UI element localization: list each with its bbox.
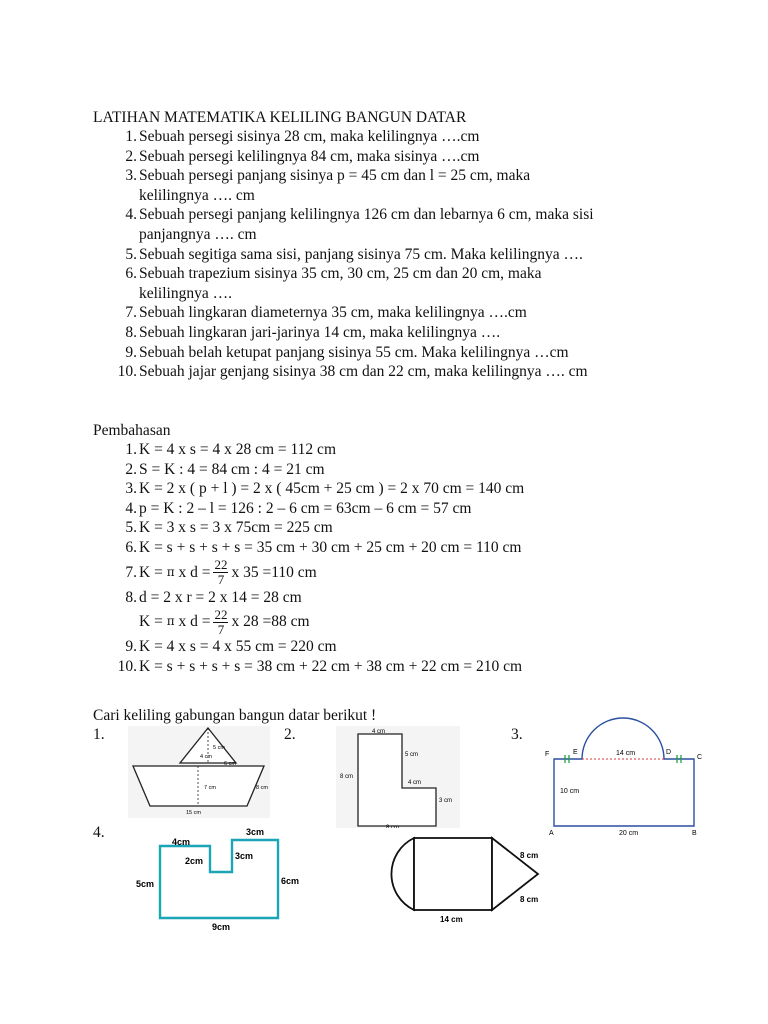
- fraction-denominator: 7: [217, 572, 225, 588]
- item-text: Sebuah lingkaran jari-jarinya 14 cm, maka kelilingnya ….: [139, 323, 501, 341]
- center-rectangle: [414, 838, 492, 910]
- vertex-label-a: A: [549, 830, 554, 837]
- list-item: [93, 323, 693, 343]
- item-text: Sebuah persegi kelilingnya 84 cm, maka sisinya ….cm: [139, 147, 480, 165]
- list-item: [93, 440, 693, 460]
- vertex-label-d: D: [666, 749, 672, 756]
- item-number: 7.: [125, 563, 137, 581]
- item-text: Sebuah jajar genjang sisinya 38 cm dan 22 cm, maka kelilingnya …. cm: [139, 363, 588, 381]
- item-number: 1.: [125, 128, 137, 145]
- list-item: [93, 460, 693, 480]
- list-item: [93, 245, 693, 265]
- item-number: 7.: [125, 304, 137, 322]
- pi-symbol: π: [166, 614, 175, 629]
- list-item: [93, 127, 693, 147]
- item-number: 2.: [125, 147, 137, 165]
- dim-label: 4 cm: [372, 729, 386, 735]
- list-item: [93, 499, 693, 519]
- item-number: 4.: [125, 499, 137, 517]
- item-number: 10.: [117, 363, 137, 381]
- dim-label: 5cm: [136, 879, 155, 889]
- list-item: [93, 637, 693, 657]
- vertex-label-b: B: [692, 830, 697, 837]
- item-number: 9.: [125, 343, 137, 361]
- dim-label: 15 cm: [186, 810, 201, 816]
- rect-semicircle-outline: [554, 718, 694, 826]
- dim-label: 6 cm: [224, 761, 236, 767]
- item-number: 3.: [125, 480, 137, 498]
- formula-text: x 35 =110 cm: [231, 563, 317, 581]
- fraction-numerator: 22: [214, 606, 228, 622]
- item-text: Sebuah segitiga sama sisi, panjang sisinya 75 cm. Maka kelilingnya ….: [139, 245, 583, 263]
- item-text: K = 3 x s = 3 x 75cm = 225 cm: [139, 519, 333, 537]
- list-item: [93, 558, 693, 588]
- item-number: 3.: [125, 167, 137, 185]
- item-number: 10.: [117, 657, 137, 675]
- list-item: [93, 588, 693, 608]
- fraction: [213, 608, 228, 637]
- item-text: Sebuah belah ketupat panjang sisinya 55 cm. Maka kelilingnya …cm: [139, 343, 569, 361]
- formula-text: x 28 =88 cm: [231, 613, 310, 631]
- figure-number-4: 4.: [93, 824, 105, 841]
- fraction: [213, 558, 228, 587]
- item-number: 6.: [125, 265, 137, 283]
- dim-label: 8 cm: [520, 895, 539, 904]
- list-item: [93, 205, 693, 244]
- item-text: Sebuah lingkaran diameternya 35 cm, maka kelilingnya ….cm: [139, 304, 527, 322]
- composite-outline: [160, 840, 278, 918]
- dim-label: 14 cm: [440, 915, 463, 924]
- vertex-label-c: C: [697, 754, 703, 761]
- item-text: K = s + s + s + s = 35 cm + 30 cm + 25 cm + 20 cm = 110 cm: [139, 538, 522, 556]
- formula-text: x d =: [178, 563, 211, 581]
- item-text: K = 4 x s = 4 x 28 cm = 112 cm: [139, 441, 336, 458]
- soal-list: [93, 127, 693, 382]
- fraction-numerator: 22: [214, 557, 228, 573]
- dim-label: 6cm: [281, 876, 300, 886]
- dim-label: 8 cm: [386, 825, 400, 828]
- dim-label: 8 cm: [340, 774, 354, 780]
- dim-label: 4 cm: [408, 780, 422, 786]
- figure-number-1: 1.: [93, 726, 105, 743]
- dim-label: 4 cm: [200, 754, 212, 760]
- dim-label: 8 cm: [520, 851, 539, 860]
- figure-rect-semicircle: [540, 714, 710, 840]
- figure-number-3: 3.: [511, 726, 523, 743]
- item-number: 1.: [125, 441, 137, 458]
- item-number: 9.: [125, 638, 137, 656]
- list-item: [93, 607, 693, 637]
- dim-label: 7 cm: [204, 785, 216, 791]
- item-text: d = 2 x r = 2 x 14 = 28 cm: [139, 588, 302, 606]
- item-number: 6.: [125, 538, 137, 556]
- pembahasan-list: [93, 440, 693, 676]
- dim-label: 10 cm: [560, 788, 580, 795]
- page-title: LATIHAN MATEMATIKA KELILING BANGUN DATAR: [93, 109, 467, 126]
- figure-number-2: 2.: [284, 726, 296, 743]
- formula-text: K =: [139, 563, 163, 581]
- item-number: 8.: [125, 323, 137, 341]
- dim-label: 20 cm: [619, 830, 639, 837]
- item-number: 8.: [125, 588, 137, 606]
- list-item: [93, 362, 693, 382]
- item-text: K = 4 x s = 4 x 55 cm = 220 cm: [139, 638, 337, 656]
- dim-label: 3 cm: [439, 798, 453, 804]
- dim-label: 3cm: [246, 827, 265, 837]
- dim-label: 4cm: [172, 837, 191, 847]
- dim-label: 9cm: [212, 922, 231, 932]
- list-item: [93, 303, 693, 323]
- list-item: [93, 166, 693, 205]
- list-item: [93, 343, 693, 363]
- formula-text: K =: [139, 613, 163, 631]
- vertex-label-e: E: [573, 749, 578, 756]
- figure-semicircle-rect-triangle: [366, 832, 550, 928]
- item-number: 2.: [125, 460, 137, 478]
- dim-label: 3cm: [235, 851, 254, 861]
- item-text: K = 2 x ( p + l ) = 2 x ( 45cm + 25 cm ) = 2 x 70 cm = 140 cm: [139, 480, 525, 498]
- list-item: [93, 538, 693, 558]
- vertex-label-f: F: [545, 751, 550, 758]
- figure-l-shape: [336, 726, 460, 828]
- figures-instruction: Cari keliling gabungan bangun datar berikut !: [93, 707, 377, 724]
- list-item: [93, 518, 693, 538]
- dim-label: 5 cm: [213, 745, 225, 751]
- item-text: Sebuah trapezium sisinya 35 cm, 30 cm, 25 cm dan 20 cm, maka: [139, 265, 542, 283]
- list-item: [93, 264, 693, 303]
- item-text: Sebuah persegi panjang sisinya p = 45 cm dan l = 25 cm, maka: [139, 167, 531, 185]
- item-text-cont: kelilingnya …. cm: [139, 186, 255, 204]
- item-number: 4.: [125, 206, 137, 224]
- section-heading: Pembahasan: [93, 422, 171, 439]
- pi-symbol: π: [166, 564, 175, 579]
- item-text: p = K : 2 – l = 126 : 2 – 6 cm = 63cm – 6 cm = 57 cm: [139, 499, 472, 517]
- dim-label: 8 cm: [256, 785, 268, 791]
- item-text: S = K : 4 = 84 cm : 4 = 21 cm: [139, 460, 325, 478]
- dim-label: 14 cm: [616, 750, 636, 757]
- list-item: [93, 479, 693, 499]
- formula-text: x d =: [178, 613, 211, 631]
- item-text: Sebuah persegi panjang kelilingnya 126 cm dan lebarnya 6 cm, maka sisi: [139, 206, 594, 224]
- fraction-denominator: 7: [217, 621, 225, 637]
- dim-label: 2cm: [185, 856, 204, 866]
- list-item: [93, 147, 693, 167]
- item-text: Sebuah persegi sisinya 28 cm, maka kelilingnya ….cm: [139, 128, 480, 145]
- item-number: 5.: [125, 245, 137, 263]
- figure-boat: [128, 726, 270, 818]
- item-text-cont: panjangnya …. cm: [139, 225, 257, 243]
- item-text-cont: kelilingnya ….: [139, 284, 232, 302]
- dim-label: 5 cm: [405, 752, 419, 758]
- item-number: 5.: [125, 519, 137, 537]
- left-semicircle: [391, 838, 414, 910]
- list-item: [93, 657, 693, 677]
- item-text: K = s + s + s + s = 38 cm + 22 cm + 38 cm + 22 cm = 210 cm: [139, 657, 523, 675]
- figure-composite-teal: [128, 824, 308, 936]
- boat-hull-trapezoid: [133, 766, 264, 806]
